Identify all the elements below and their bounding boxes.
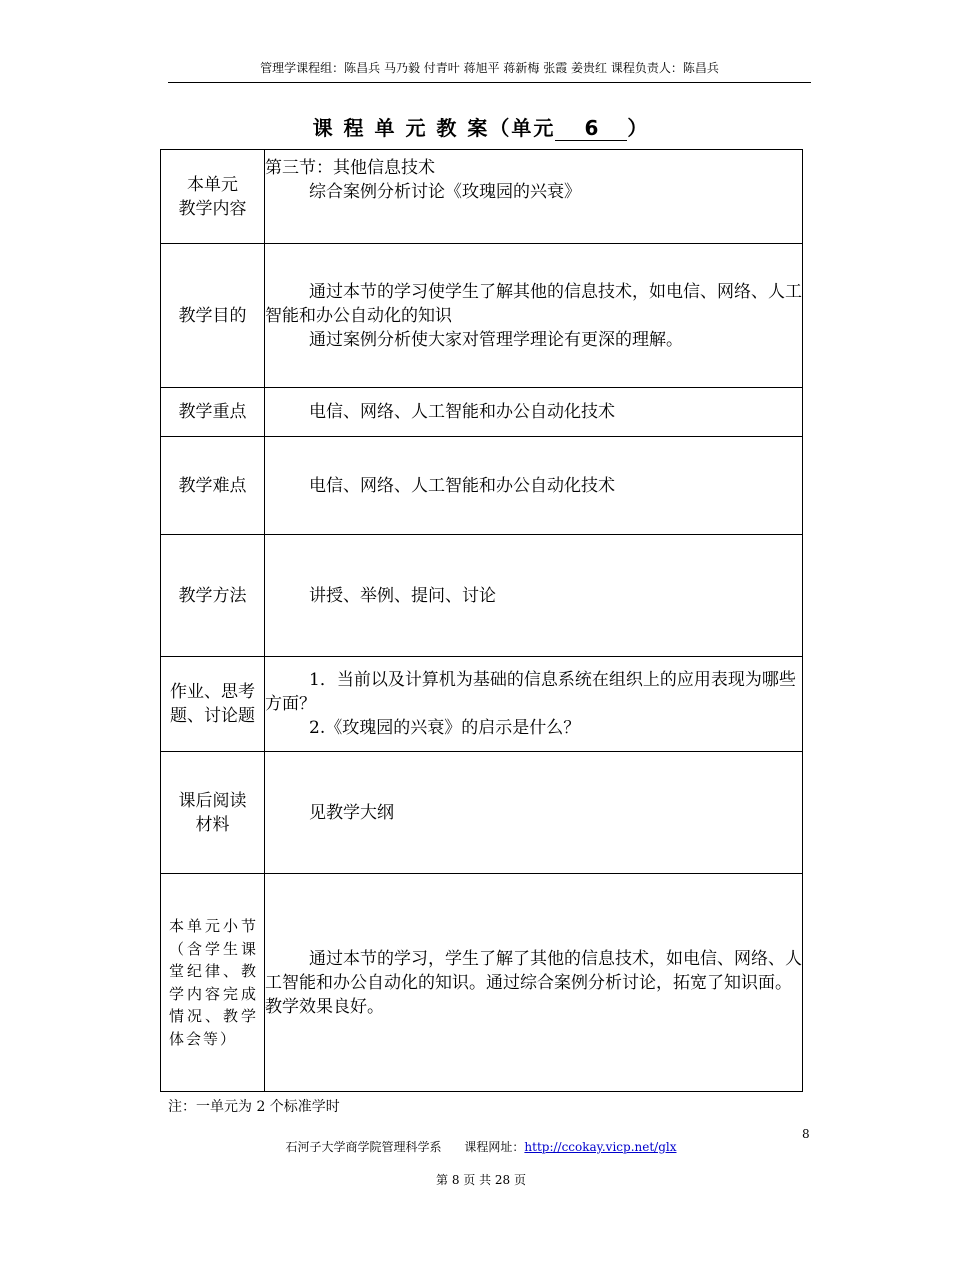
row-content-reading xyxy=(265,752,803,874)
row-label-text: 课后阅读 材料 xyxy=(178,790,247,835)
row-label-unit-content xyxy=(161,150,265,244)
footnote: 注：一单元为 2 个标准学时 xyxy=(168,1099,340,1115)
title-suffix: ） xyxy=(627,116,650,140)
header-rule xyxy=(168,82,811,83)
content-line: 综合案例分析讨论《玫瑰园的兴衰》 xyxy=(309,182,581,202)
row-label-text: 作业、思考 题、讨论题 xyxy=(170,682,255,726)
page-footer xyxy=(160,1138,802,1155)
table-row xyxy=(161,150,803,244)
lesson-plan-table xyxy=(160,149,803,1092)
footer-school: 石河子大学商学院管理科学系 xyxy=(285,1140,442,1154)
content-line: 1．当前以及计算机为基础的信息系统在组织上的应用表现为哪些方面？ xyxy=(265,670,796,714)
table-row xyxy=(161,437,803,535)
row-label-methods: 教学方法 xyxy=(161,535,265,657)
table-row xyxy=(161,657,803,752)
row-content-objective xyxy=(265,244,803,388)
content-line: 通过本节的学习，学生了解了其他的信息技术，如电信、网络、人工智能和办公自动化的知识。通过综合案例分析讨论，拓宽了知识面。教学效果良好。 xyxy=(265,948,802,1017)
row-label-key-points: 教学重点 xyxy=(161,388,265,437)
row-label-objective: 教学目的 xyxy=(161,244,265,388)
row-content-difficulties xyxy=(265,437,803,535)
page-count: 第 8 页 共 28 页 xyxy=(436,1173,526,1187)
table-row xyxy=(161,388,803,437)
content-line: 通过本节的学习使学生了解其他的信息技术，如电信、网络、人工智能和办公自动化的知识 xyxy=(265,281,802,326)
document-title xyxy=(160,112,802,141)
row-content-methods xyxy=(265,535,803,657)
course-url-link[interactable]: http://ccokay.vicp.net/glx xyxy=(524,1140,677,1154)
row-label-reading xyxy=(161,752,265,874)
content-line: 2.《玫瑰园的兴衰》的启示是什么？ xyxy=(309,718,581,738)
unit-number: 6 xyxy=(555,116,627,141)
page-header: 管理学课程组：陈昌兵 马乃毅 付青叶 蒋旭平 蒋新梅 张霞 姜贵红 课程负责人：陈昌兵 xyxy=(260,61,719,75)
title-prefix: 课 程 单 元 教 案（单元 xyxy=(312,116,556,140)
content-line: 电信、网络、人工智能和办公自动化技术 xyxy=(309,475,615,496)
table-row xyxy=(161,752,803,874)
table-row xyxy=(161,244,803,388)
row-content-homework xyxy=(265,657,803,752)
content-line: 电信、网络、人工智能和办公自动化技术 xyxy=(309,402,615,422)
page-number: 8 xyxy=(802,1127,810,1141)
row-label-text: 本单元 教学内容 xyxy=(178,174,247,219)
table-row xyxy=(161,874,803,1092)
content-line: 通过案例分析使大家对管理学理论有更深的理解。 xyxy=(309,329,683,350)
table-row xyxy=(161,535,803,657)
content-line: 第三节：其他信息技术 xyxy=(265,158,435,178)
row-label-summary: 本单元小节（含学生课堂纪律、教学内容完成情况、教学体会等） xyxy=(161,874,265,1092)
footer-url-label: 课程网址： xyxy=(464,1140,525,1154)
row-content-key-points xyxy=(265,388,803,437)
row-label-difficulties: 教学难点 xyxy=(161,437,265,535)
content-line: 见教学大纲 xyxy=(309,802,394,823)
row-label-homework xyxy=(161,657,265,752)
row-content-unit-content xyxy=(265,150,803,244)
content-line: 讲授、举例、提问、讨论 xyxy=(309,585,496,606)
row-content-summary xyxy=(265,874,803,1092)
